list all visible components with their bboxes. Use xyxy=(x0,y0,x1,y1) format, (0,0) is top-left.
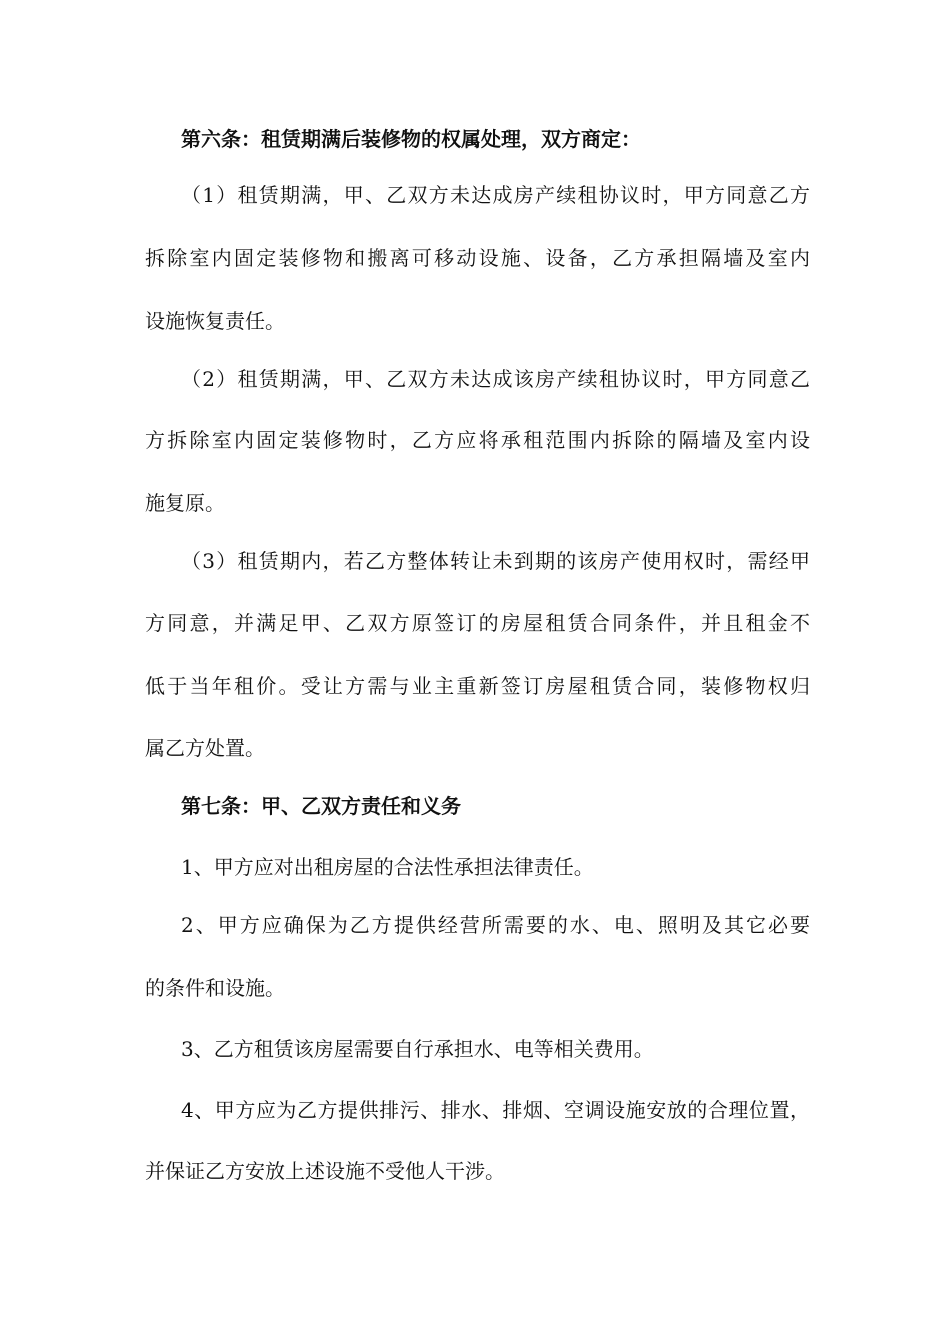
paragraph-line: 低于当年租价。受让方需与业主重新签订房屋租赁合同，装修物权归 xyxy=(145,674,810,698)
article-7-heading: 第七条：甲、乙双方责任和义务 xyxy=(181,794,461,818)
paragraph-line: （1）租赁期满，甲、乙双方未达成房产续租协议时，甲方同意乙方 xyxy=(181,183,810,207)
paragraph-line: （2）租赁期满，甲、乙双方未达成该房产续租协议时，甲方同意乙 xyxy=(181,367,810,391)
paragraph-line: 2、甲方应确保为乙方提供经营所需要的水、电、照明及其它必要 xyxy=(181,913,810,937)
paragraph-line: 拆除室内固定装修物和搬离可移动设施、设备，乙方承担隔墙及室内 xyxy=(145,246,810,270)
paragraph-line: 方拆除室内固定装修物时，乙方应将承租范围内拆除的隔墙及室内设 xyxy=(145,428,810,452)
paragraph-line: 施复原。 xyxy=(145,491,225,515)
paragraph-line: 1、甲方应对出租房屋的合法性承担法律责任。 xyxy=(181,855,594,879)
paragraph-line: （3）租赁期内，若乙方整体转让未到期的该房产使用权时，需经甲 xyxy=(181,549,810,573)
paragraph-line: 方同意，并满足甲、乙双方原签订的房屋租赁合同条件，并且租金不 xyxy=(145,611,810,635)
paragraph-line: 并保证乙方安放上述设施不受他人干涉。 xyxy=(145,1159,505,1183)
paragraph-line: 属乙方处置。 xyxy=(145,736,265,760)
paragraph-line: 3、乙方租赁该房屋需要自行承担水、电等相关费用。 xyxy=(181,1037,654,1061)
paragraph-line: 4、甲方应为乙方提供排污、排水、排烟、空调设施安放的合理位置， xyxy=(181,1098,810,1122)
paragraph-line: 设施恢复责任。 xyxy=(145,309,285,333)
article-6-heading: 第六条：租赁期满后装修物的权属处理，双方商定： xyxy=(181,127,641,151)
paragraph-line: 的条件和设施。 xyxy=(145,976,285,1000)
